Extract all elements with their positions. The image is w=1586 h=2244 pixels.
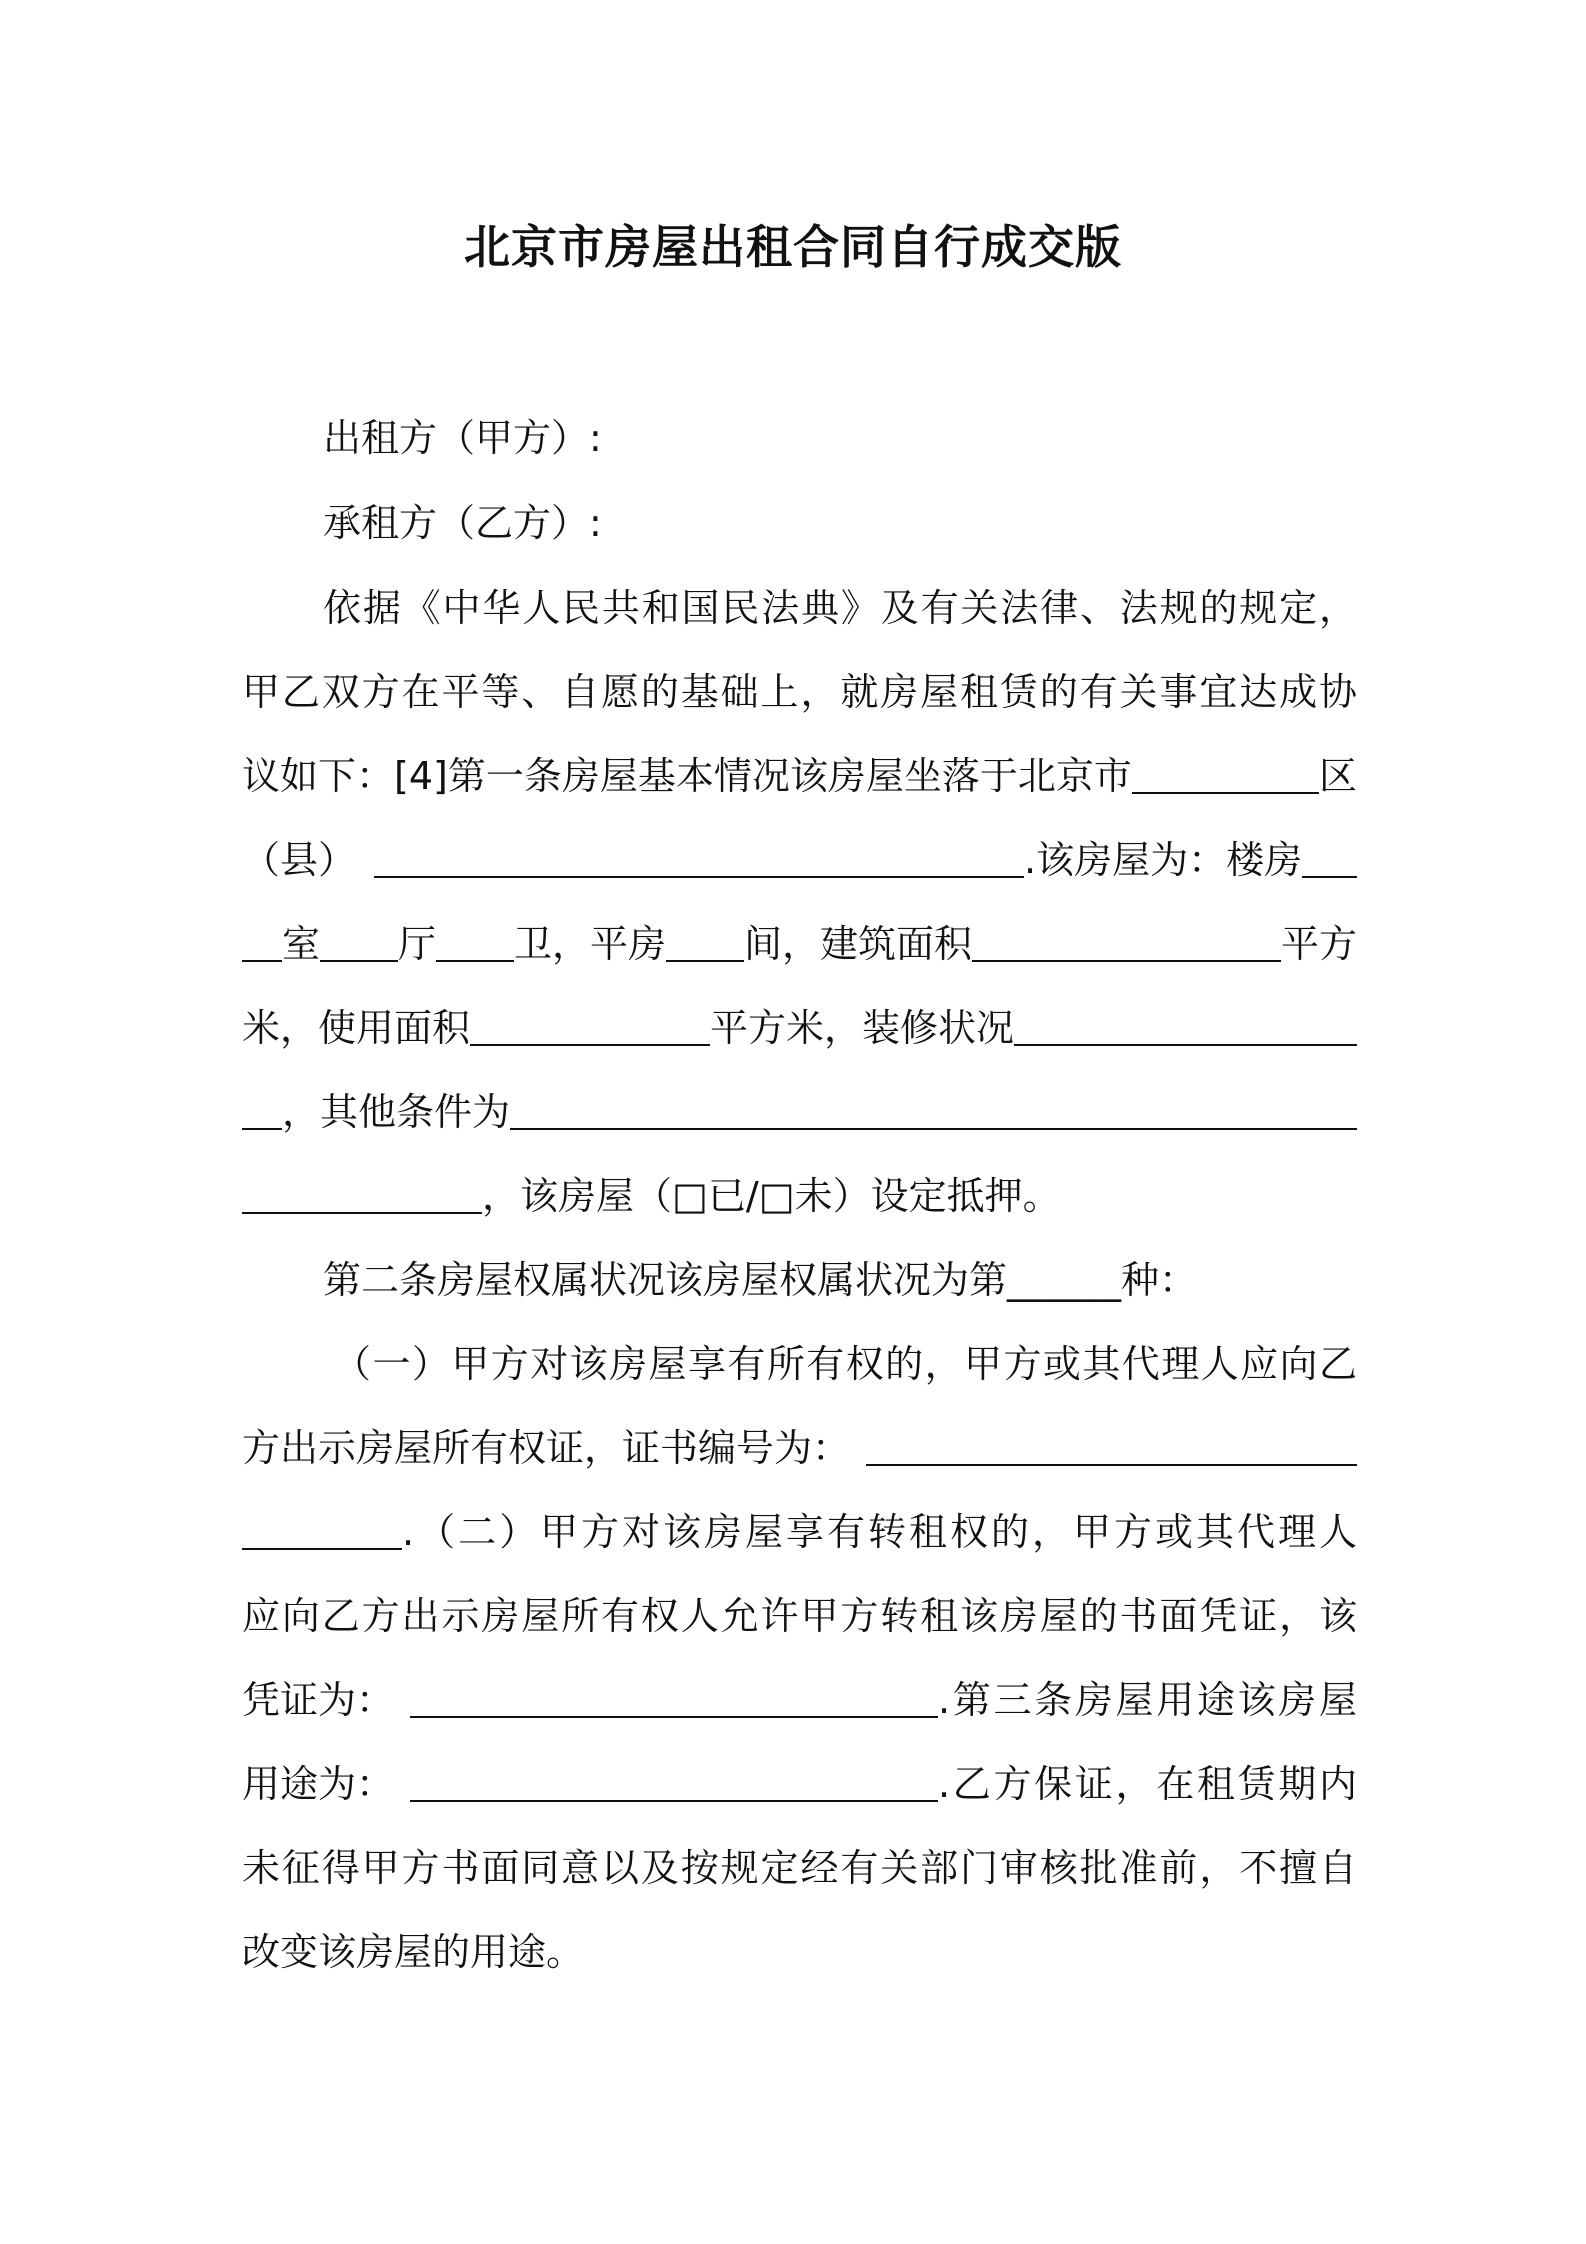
other-conditions-blank-cont[interactable] bbox=[242, 1168, 482, 1214]
paragraph-line bbox=[242, 1084, 1357, 1140]
paragraph-line bbox=[242, 1840, 1357, 1896]
paragraph-line bbox=[242, 1672, 1357, 1728]
paragraph-text: 厅 bbox=[398, 922, 437, 966]
lessor-label: 出租方（甲方）: bbox=[323, 416, 602, 460]
paragraph-text: 卫，平房 bbox=[514, 922, 667, 966]
paragraph-line bbox=[242, 664, 1357, 720]
lessee-line bbox=[323, 495, 1357, 551]
paragraph-text: 改变该房屋的用途。 bbox=[242, 1930, 585, 1974]
paragraph-line bbox=[323, 1252, 1357, 1308]
paragraph-text: ，该房屋（□已/□未）设定抵押。 bbox=[482, 1174, 1061, 1218]
sublease-voucher-blank[interactable] bbox=[410, 1672, 938, 1718]
paragraph-text: 间，建筑面积 bbox=[744, 922, 973, 966]
paragraph-text: 甲乙双方在平等、自愿的基础上，就房屋租赁的有关事宜达成协 bbox=[242, 670, 1357, 714]
paragraph-line bbox=[242, 1000, 1357, 1056]
paragraph-line bbox=[242, 1756, 1357, 1812]
paragraph-text: .该房屋为：楼房 bbox=[1024, 838, 1303, 882]
paragraph-text: 米，使用面积 bbox=[242, 1006, 471, 1050]
paragraph-line bbox=[323, 580, 1357, 636]
decoration-blank-cont[interactable] bbox=[242, 1084, 282, 1130]
lessor-line bbox=[323, 410, 1357, 466]
paragraph-line bbox=[242, 748, 1357, 804]
paragraph-text: 方出示房屋所有权证，证书编号为： bbox=[242, 1426, 851, 1470]
paragraph-text: 议如下：[4]第一条房屋基本情况该房屋坐落于北京市 bbox=[242, 754, 1132, 798]
paragraph-line bbox=[242, 1588, 1357, 1644]
paragraph-line bbox=[242, 1168, 1357, 1224]
paragraph-text: （县） bbox=[242, 838, 357, 882]
building-rooms-blank[interactable] bbox=[1302, 832, 1357, 878]
paragraph-text: 区 bbox=[1318, 754, 1357, 798]
usable-area-blank[interactable] bbox=[470, 1000, 710, 1046]
paragraph-text: 室 bbox=[282, 922, 321, 966]
certificate-number-blank[interactable] bbox=[866, 1420, 1357, 1466]
district-blank[interactable] bbox=[1132, 748, 1319, 794]
house-use-blank[interactable] bbox=[410, 1756, 938, 1802]
paragraph-text: ，其他条件为 bbox=[282, 1090, 511, 1134]
paragraph-line bbox=[242, 1504, 1357, 1560]
other-conditions-blank[interactable] bbox=[510, 1084, 1357, 1130]
paragraph-text: 平方 bbox=[1280, 922, 1357, 966]
paragraph-line bbox=[242, 1420, 1357, 1476]
address-blank[interactable] bbox=[374, 832, 1024, 878]
lessee-label: 承租方（乙方）: bbox=[323, 501, 602, 545]
paragraph-text: 应向乙方出示房屋所有权人允许甲方转租该房屋的书面凭证，该 bbox=[242, 1594, 1357, 1638]
paragraph-text: .（二）甲方对该房屋享有转租权的，甲方或其代理人 bbox=[402, 1510, 1357, 1554]
baths-blank[interactable] bbox=[436, 916, 514, 962]
paragraph-text: 第二条房屋权属状况该房屋权属状况为第______种： bbox=[323, 1258, 1198, 1302]
paragraph-text: （一）甲方对该房屋享有所有权的，甲方或其代理人应向乙 bbox=[333, 1342, 1357, 1386]
paragraph-text: .第三条房屋用途该房屋 bbox=[938, 1678, 1357, 1722]
paragraph-text: .乙方保证，在租赁期内 bbox=[938, 1762, 1357, 1806]
halls-blank[interactable] bbox=[320, 916, 398, 962]
paragraph-text: 依据《中华人民共和国民法典》及有关法律、法规的规定， bbox=[323, 586, 1357, 630]
paragraph-line bbox=[242, 832, 1357, 888]
certificate-number-blank-cont[interactable] bbox=[242, 1504, 402, 1550]
page-title: 北京市房屋出租合同自行成交版 bbox=[464, 220, 1122, 274]
paragraph-text: 平方米，装修状况 bbox=[710, 1006, 1015, 1050]
paragraph-text: 凭证为： bbox=[242, 1678, 395, 1722]
rooms-blank[interactable] bbox=[242, 916, 282, 962]
paragraph-line bbox=[333, 1336, 1357, 1392]
bungalow-rooms-blank[interactable] bbox=[666, 916, 744, 962]
decoration-blank[interactable] bbox=[1014, 1000, 1357, 1046]
paragraph-line bbox=[242, 916, 1357, 972]
paragraph-text: 用途为： bbox=[242, 1762, 395, 1806]
paragraph-text: 未征得甲方书面同意以及按规定经有关部门审核批准前，不擅自 bbox=[242, 1846, 1357, 1890]
paragraph-line bbox=[242, 1924, 1357, 1980]
building-area-blank[interactable] bbox=[972, 916, 1281, 962]
